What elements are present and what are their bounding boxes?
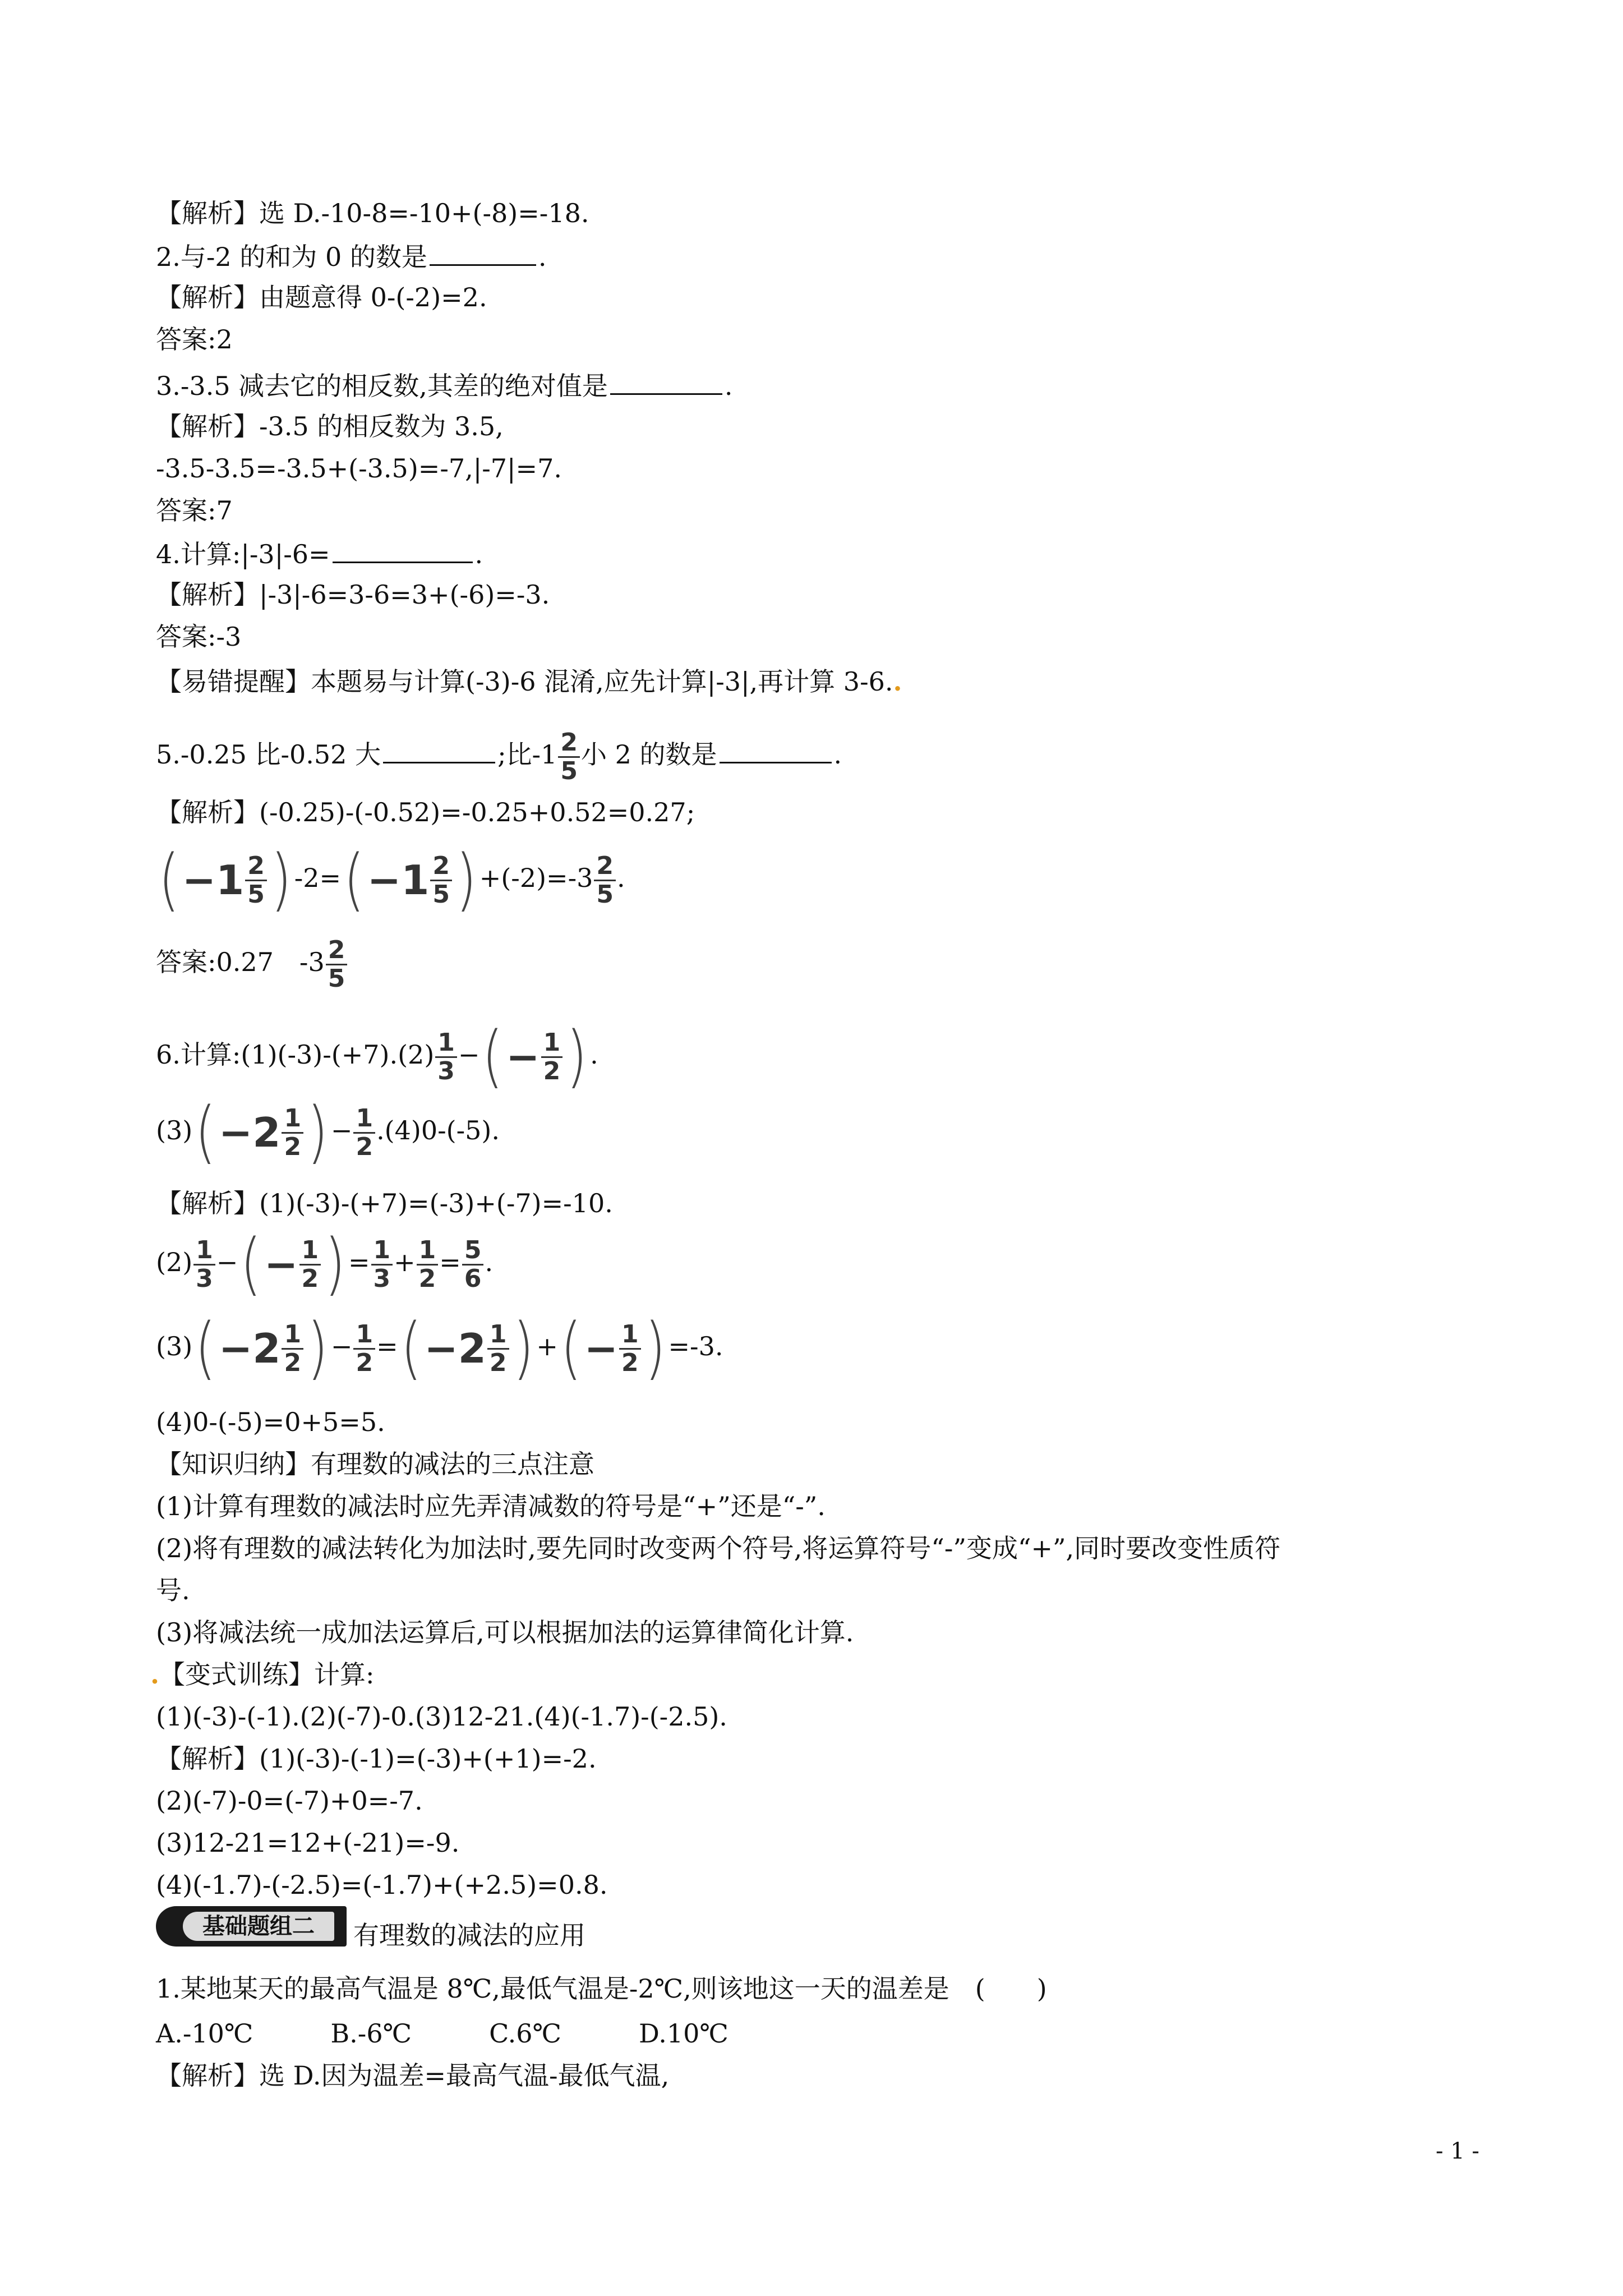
answer-blank [430, 238, 536, 266]
solution-line: 【解析】(-0.25)-(-0.52)=-0.25+0.52=0.27; [156, 797, 695, 827]
question-text: 4.计算:|-3|-6= [156, 539, 330, 569]
solution-line: 【解析】由题意得 0-(-2)=2. [156, 282, 487, 312]
question-text: 3.-3.5 减去它的相反数,其差的绝对值是 [156, 371, 608, 401]
summary-point: (3)将减法统一成加法运算后,可以根据加法的运算律简化计算. [156, 1617, 854, 1648]
solution-line: -3.5-3.5=-3.5+(-3.5)=-7,|-7|=7. [156, 453, 562, 484]
answer-line: 答案:0.27 -3 $\frac{2}{5}$ [156, 926, 348, 999]
solution-formula: (−1 $\frac{2}{5}$ ) -2=(−1 $\frac{2}{5}$ ) +(-2)=-3 $\frac{2}{5}$ . [158, 841, 625, 919]
answer-blank [333, 536, 473, 563]
summary-point: (1)计算有理数的减法时应先弄清减数的符号是“+”还是“-”. [156, 1491, 826, 1521]
section-title: 有理数的减法的应用 [353, 1920, 585, 1950]
page-number: - 1 - [1436, 2138, 1479, 2164]
section-badge-label: 基础题组二 [183, 1912, 334, 1941]
answer-blank [610, 367, 722, 395]
solution-formula: (3)(−2 $\frac{1}{2}$ ) − $\frac{1}{2}$ =(−2 $\frac{1}{2}$ ) +(− $\frac{1}{2}$ ) =-3. [156, 1309, 723, 1387]
solution-line: 【解析】(1)(-3)-(+7)=(-3)+(-7)=-10. [156, 1188, 613, 1218]
punct: . [474, 539, 483, 569]
question-text: 5.-0.25 比-0.52 大 [156, 739, 381, 770]
solution-line: 【解析】选 D.因为温差=最高气温-最低气温, [156, 2060, 670, 2091]
accent-dot: . [150, 1659, 160, 1690]
answer-line: 答案:2 [156, 324, 233, 355]
variant-training-title: .【变式训练】计算: [150, 1659, 375, 1690]
answer-blank [720, 736, 832, 763]
question-text: ;比-1 [497, 739, 557, 770]
question-5 [156, 724, 842, 785]
exercise-line: (1)(-3)-(-1).(2)(-7)-0.(3)12-21.(4)(-1.7)-(-2.5). [156, 1701, 727, 1732]
punct: . [538, 242, 547, 272]
fraction: $\frac{2}{5}$ [558, 730, 580, 784]
reminder-text: 【易错提醒】本题易与计算(-3)-6 混淆,应先计算|-3|,再计算 3-6. [156, 666, 893, 697]
solution-line: (4)(-1.7)-(-2.5)=(-1.7)+(+2.5)=0.8. [156, 1870, 608, 1900]
solution-line: (4)0-(-5)=0+5=5. [156, 1407, 385, 1437]
solution-line: (3)12-21=12+(-21)=-9. [156, 1828, 460, 1858]
solution-line: 【解析】选 D.-10-8=-10+(-8)=-18. [156, 198, 589, 228]
question-4 [156, 536, 483, 571]
summary-point: 号. [156, 1575, 190, 1605]
solution-line: (2)(-7)-0=(-7)+0=-7. [156, 1786, 423, 1816]
punct: . [724, 371, 733, 401]
question-6-part: (3)(−2 $\frac{1}{2}$ ) − $\frac{1}{2}$ .(4)0-(-5). [156, 1093, 500, 1171]
answer-line: 答案:-3 [156, 622, 242, 652]
solution-formula: (2) $\frac{1}{3}$ −(− $\frac{1}{2}$ ) = $\frac{1}{3}$ + $\frac{1}{2}$ = $\frac{5}{6}$ . [156, 1225, 494, 1303]
question-3 [156, 367, 732, 403]
solution-line: 【解析】(1)(-3)-(-1)=(-3)+(+1)=-2. [156, 1743, 597, 1774]
knowledge-summary-title: 【知识归纳】有理数的减法的三点注意 [156, 1449, 594, 1479]
question-6: 6.计算:(1)(-3)-(+7).(2) $\frac{1}{3}$ −(− $\frac{1}{2}$ ) . [156, 1018, 598, 1096]
section-badge [156, 1906, 347, 1947]
accent-dot: . [893, 666, 902, 697]
punct: . [833, 739, 842, 770]
answer-blank [383, 736, 495, 763]
question-1: 1.某地某天的最高气温是 8℃,最低气温是-2℃,则该地这一天的温差是 ( ) [156, 1973, 1047, 2004]
question-2 [156, 238, 546, 274]
solution-line: 【解析】-3.5 的相反数为 3.5, [156, 411, 504, 441]
answer-options: A.-10℃ B.-6℃ C.6℃ D.10℃ [156, 2018, 728, 2049]
question-text: 小 2 的数是 [581, 739, 717, 770]
question-text: 2.与-2 的和为 0 的数是 [156, 242, 427, 272]
error-reminder [156, 665, 902, 698]
answer-line: 答案:7 [156, 495, 233, 526]
solution-line: 【解析】|-3|-6=3-6=3+(-6)=-3. [156, 579, 550, 610]
summary-point: (2)将有理数的减法转化为加法时,要先同时改变两个符号,将运算符号“-”变成“+”,同时要改变性质符 [156, 1533, 1281, 1563]
